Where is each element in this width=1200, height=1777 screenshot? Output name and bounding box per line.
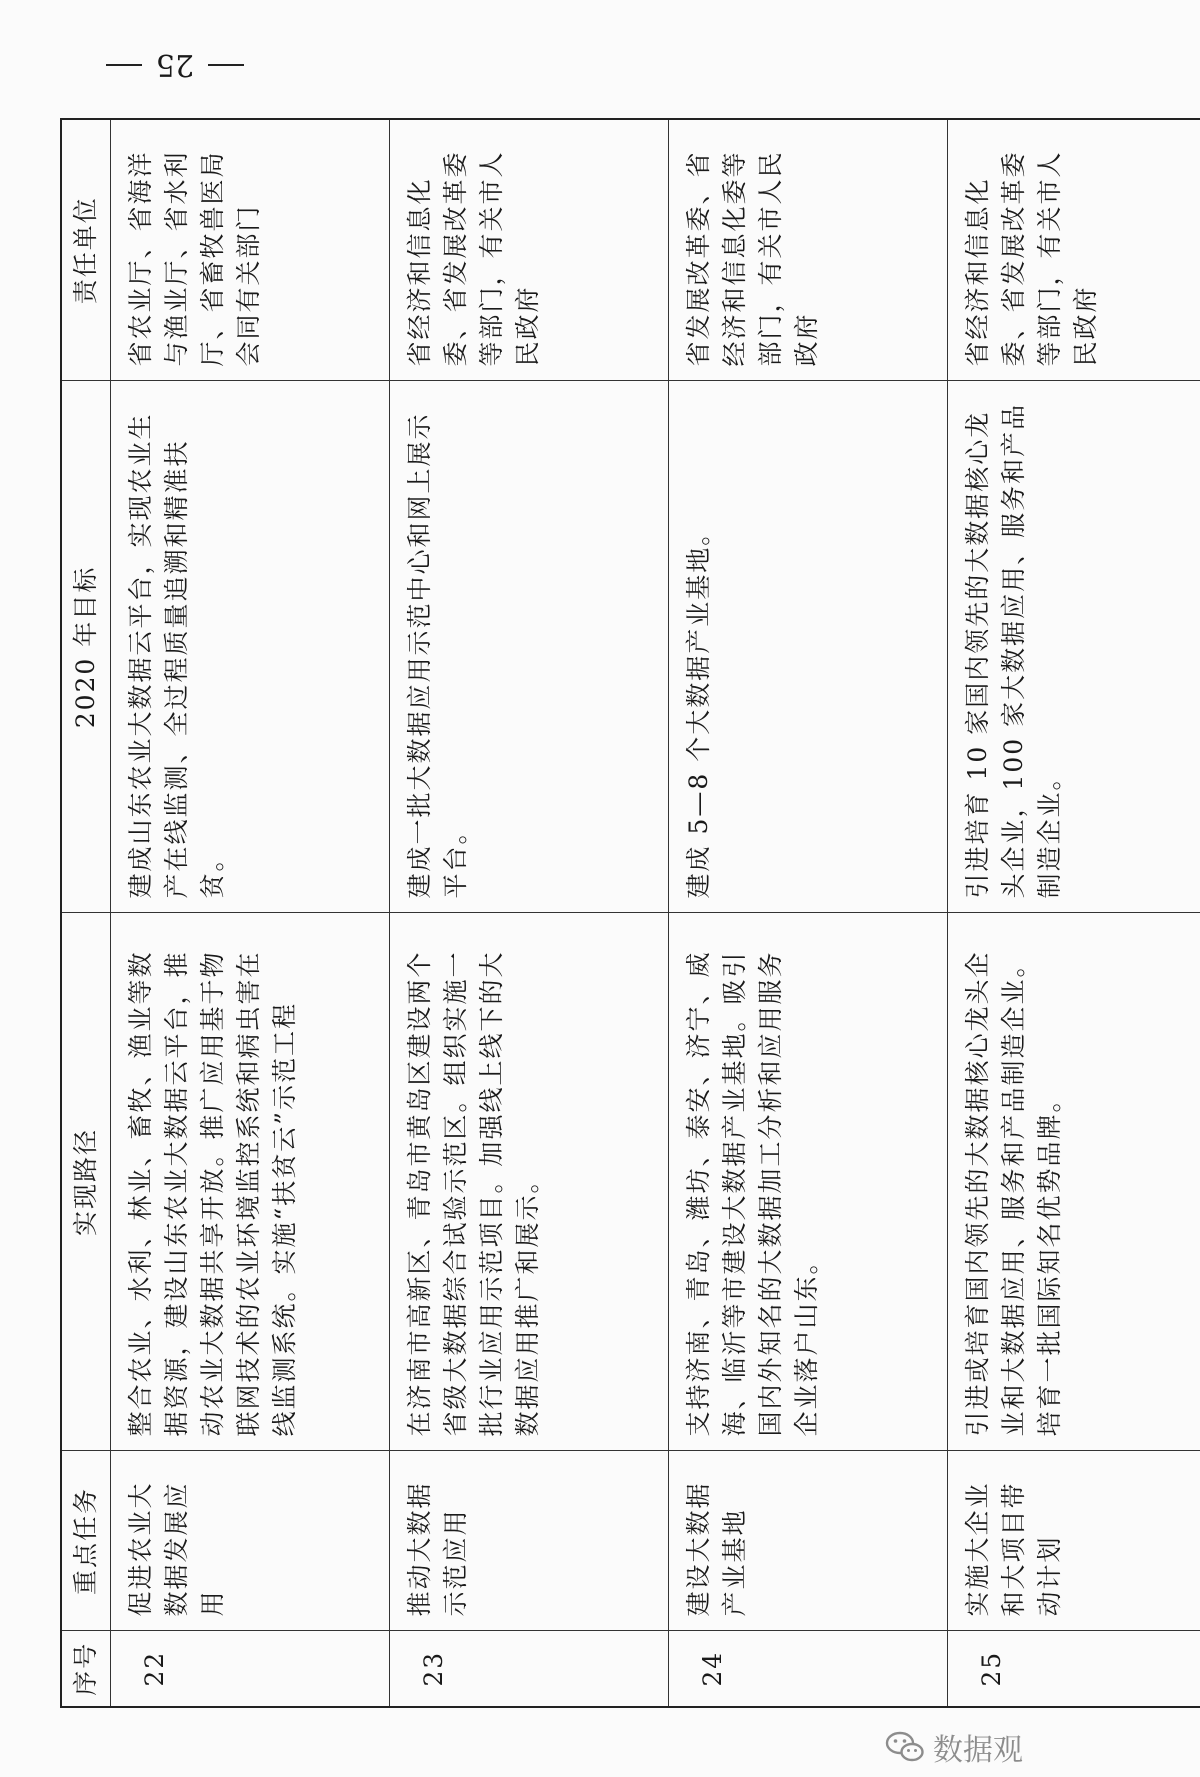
- cell-task: 实施大企业和大项目带动计划: [948, 1451, 1200, 1631]
- wechat-icon: [885, 1730, 925, 1764]
- cell-task: 推动大数据示范应用: [390, 1451, 669, 1631]
- cell-goal: 建成山东农业大数据云平台，实现农业生产在线监测、全过程质量追溯和精准扶贫。: [111, 381, 390, 913]
- task-table: [60, 118, 1200, 1708]
- header-path: 实现路径: [61, 913, 111, 1451]
- watermark-text: 数据观: [933, 1733, 1023, 1768]
- cell-no: 25: [948, 1631, 1200, 1707]
- cell-unit: 省经济和信息化委、省发展改革委等部门，有关市人民政府: [390, 119, 669, 381]
- dash-right: [106, 64, 142, 66]
- watermark: [885, 1725, 1023, 1769]
- table-row: [669, 119, 948, 1707]
- cell-path: 在济南市高新区、青岛市黄岛区建设两个省级大数据综合试验示范区。组织实施一批行业应用示范项目。加强线上线下的大数据应用推广和展示。: [390, 913, 669, 1451]
- page-number-text: 25: [155, 47, 195, 83]
- cell-task: 建设大数据产业基地: [669, 1451, 948, 1631]
- cell-no: 24: [669, 1631, 948, 1707]
- dash-left: [208, 64, 244, 66]
- page-number: [95, 45, 255, 85]
- table-row: [111, 119, 390, 1707]
- cell-goal: 建成 5—8 个大数据产业基地。: [669, 381, 948, 913]
- header-task: 重点任务: [61, 1451, 111, 1631]
- table-header-row: [61, 119, 111, 1707]
- cell-no: 22: [111, 1631, 390, 1707]
- rotated-table-wrapper: [60, 120, 1125, 1708]
- cell-unit: 省农业厅、省海洋与渔业厅、省水利厅、省畜牧兽医局会同有关部门: [111, 119, 390, 381]
- cell-unit: 省经济和信息化委、省发展改革委等部门，有关市人民政府: [948, 119, 1200, 381]
- cell-task: 促进农业大数据发展应用: [111, 1451, 390, 1631]
- cell-no: 23: [390, 1631, 669, 1707]
- table-row: [390, 119, 669, 1707]
- header-unit: 责任单位: [61, 119, 111, 381]
- cell-unit: 省发展改革委、省经济和信息化委等部门，有关市人民政府: [669, 119, 948, 381]
- cell-goal: 引进培育 10 家国内领先的大数据核心龙头企业，100 家大数据应用、服务和产品制造企业。: [948, 381, 1200, 913]
- cell-path: 支持济南、青岛、潍坊、泰安、济宁、威海、临沂等市建设大数据产业基地。吸引国内外知名的大数据加工分析和应用服务企业落户山东。: [669, 913, 948, 1451]
- header-no: 序号: [61, 1631, 111, 1707]
- cell-path: 引进或培育国内领先的大数据核心龙头企业和大数据应用、服务和产品制造企业。培育一批国际知名优势品牌。: [948, 913, 1200, 1451]
- header-goal: 2020 年目标: [61, 381, 111, 913]
- cell-path: 整合农业、水利、林业、畜牧、渔业等数据资源，建设山东农业大数据云平台，推动农业大数据共享开放。推广应用基于物联网技术的农业环境监控系统和病虫害在线监测系统。实施“扶贫云”示范工程: [111, 913, 390, 1451]
- table-row: [948, 119, 1200, 1707]
- cell-goal: 建成一批大数据应用示范中心和网上展示平台。: [390, 381, 669, 913]
